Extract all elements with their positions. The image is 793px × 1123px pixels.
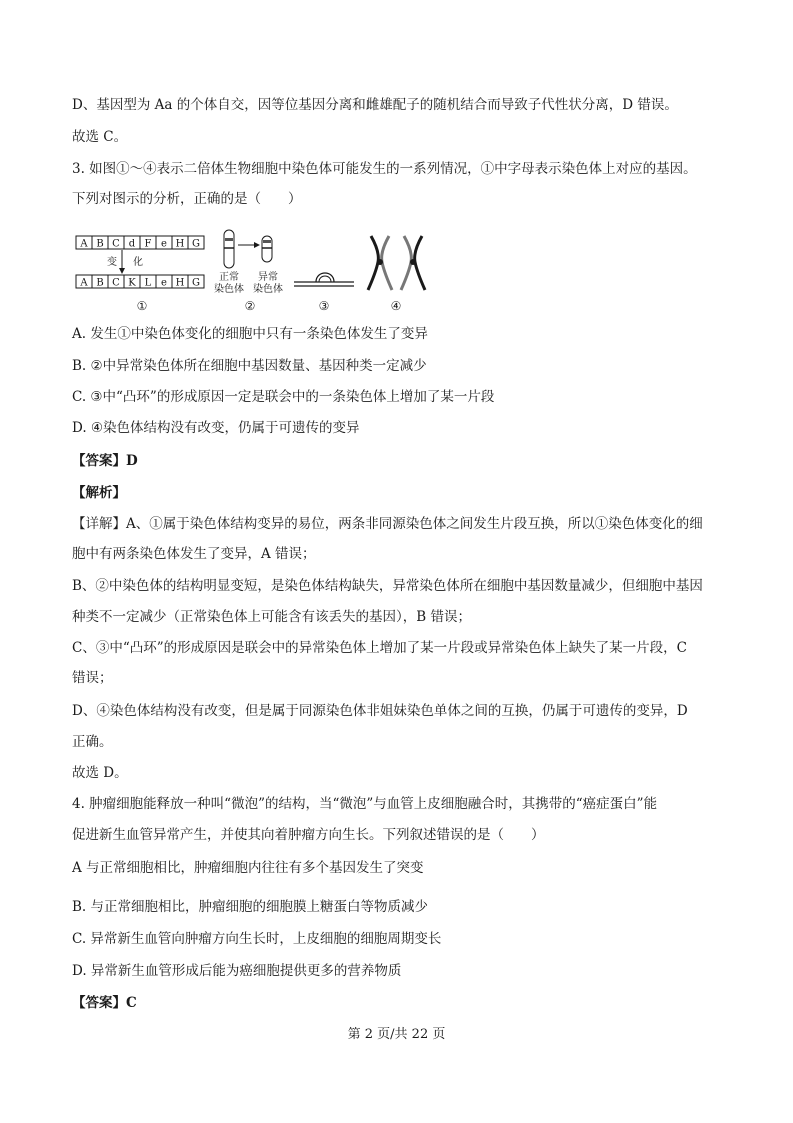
option-b: B. ②中异常染色体所在细胞中基因数量、基因种类一定减少 [72,358,427,374]
panel-label-3: ③ [318,299,330,313]
gene-label: G [192,277,200,289]
explanation-line: 故选 D。 [72,765,128,781]
option-a: A. 发生①中染色体变化的细胞中只有一条染色体发生了变异 [72,326,428,342]
crossing-chromosome-left [368,236,392,290]
gene-label: H [175,238,185,250]
explanation-line: 胞中有两条染色体发生了变异，A 错误； [72,546,316,562]
gene-label: d [128,238,136,250]
change-arrow-head [119,268,125,274]
answer-tag: 【答案】C [72,995,137,1011]
gene-label: F [144,238,152,250]
explanation-line: C、③中“凸环”的形成原因是联会中的异常染色体上增加了某一片段或异常染色体上缺失了某一片段，C [72,640,687,656]
option-d: D. 异常新生血管形成后能为癌细胞提供更多的营养物质 [72,963,402,979]
abnormal-chromosome-label-2: 染色体 [253,284,283,295]
question-4-stem: 4. 肿瘤细胞能释放一种叫“微泡”的结构，当“微泡”与血管上皮细胞融合时，其携带的“癌症蛋白”能 [72,796,658,812]
gene-label: e [161,238,167,250]
question-4-stem: 促进新生血管异常产生，并使其向着肿瘤方向生长。下列叙述错误的是（ ） [72,827,545,843]
text-line: 故选 C。 [72,129,128,145]
crossing-chromosome-right [401,236,425,290]
gene-strip-changed [76,275,204,289]
gene-label: e [161,277,167,289]
gene-label: A [80,238,88,250]
deletion-arrow-head [254,242,260,248]
option-a: A 与正常细胞相比，肿瘤细胞内往往有多个基因发生了突变 [72,860,424,876]
abnormal-chromosome-label-1: 异常 [258,272,278,283]
answer-tag: 【答案】D [72,453,138,469]
option-b: B. 与正常细胞相比，肿瘤细胞的细胞膜上糖蛋白等物质减少 [72,899,429,915]
analysis-tag: 【解析】 [72,485,126,501]
normal-chromosome-label-2: 染色体 [214,284,244,295]
panel-label-1: ① [136,299,148,313]
panel-label-2: ② [244,299,256,313]
change-label-2: 化 [133,257,143,268]
gene-label: H [175,277,185,289]
option-c: C. ③中“凸环”的形成原因一定是联会中的一条染色体上增加了某一片段 [72,389,495,405]
gene-label: A [80,277,88,289]
question-3-stem: 下列对图示的分析，正确的是（ ） [72,191,302,207]
option-c: C. 异常新生血管向肿瘤方向生长时，上皮细胞的细胞周期变长 [72,931,442,947]
chromosome-figure-svg [72,228,432,318]
gene-label: L [144,277,152,289]
normal-band [225,238,233,241]
text-line: D、基因型为 Aa 的个体自交，因等位基因分离和雌雄配子的随机结合而导致子代性状分离，D 错误。 [72,97,678,113]
abnormal-chromosome [262,236,272,262]
gene-label: B [96,277,104,289]
gene-label: G [192,238,200,250]
panel-label-4: ④ [390,299,402,313]
question-3-stem: 3. 如图①～④表示二倍体生物细胞中染色体可能发生的一系列情况，①中字母表示染色体上对应的基因。 [72,161,697,177]
normal-chromosome [224,230,234,268]
gene-label: K [128,277,136,289]
explanation-line: D、④染色体结构没有改变，但是属于同源染色体非姐妹染色单体之间的互换，仍属于可遗传的变异，D [72,703,688,719]
gene-strip-original [76,236,204,250]
gene-label: C [112,238,120,250]
page-footer: 第 2 页/共 22 页 [347,1027,446,1042]
normal-chromosome-label-1: 正常 [219,272,239,283]
chromosome-figure [72,228,432,318]
abnormal-band [263,240,271,243]
explanation-line: 【详解】A、①属于染色体结构变异的易位，两条非同源染色体之间发生片段互换，所以①染色体变化的细 [72,516,703,532]
gene-label: B [96,238,104,250]
option-d: D. ④染色体结构没有改变，仍属于可遗传的变异 [72,420,360,436]
explanation-line: 种类不一定减少（正常染色体上可能含有该丢失的基因），B 错误； [72,609,471,625]
explanation-line: B、②中染色体的结构明显变短，是染色体结构缺失，异常染色体所在细胞中基因数量减少，但细胞中基因 [72,578,703,594]
explanation-line: 正确。 [72,734,113,750]
bulge-loop-inner [319,276,331,282]
change-label-1: 变 [107,257,117,268]
explanation-line: 错误； [72,670,113,686]
gene-label: C [112,277,120,289]
